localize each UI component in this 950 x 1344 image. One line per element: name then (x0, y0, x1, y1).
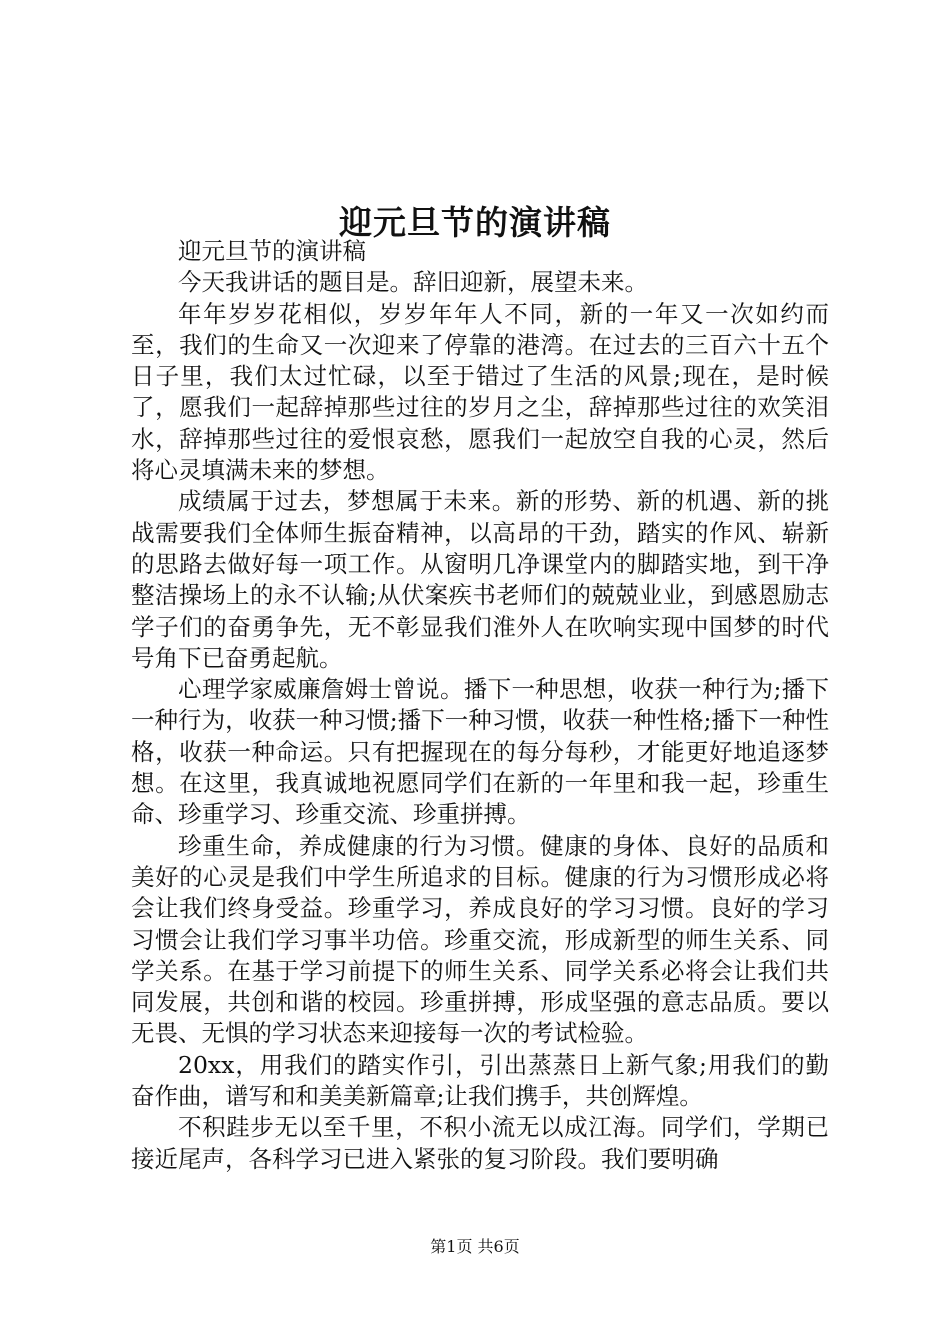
paragraph: 年年岁岁花相似，岁岁年年人不同，新的一年又一次如约而至，我们的生命又一次迎来了停靠的港湾。在过去的三百六十五个日子里，我们太过忙碌，以至于错过了生活的风景;现在，是时候了，愿我们一起辞掉那些过往的岁月之尘，辞掉那些过往的欢笑泪水，辞掉那些过往的爱恨哀愁，愿我们一起放空自我的心灵，然后将心灵填满未来的梦想。 (131, 299, 829, 485)
paragraph: 珍重生命，养成健康的行为习惯。健康的身体、良好的品质和美好的心灵是我们中学生所追求的目标。健康的行为习惯形成必将会让我们终身受益。珍重学习，养成良好的学习习惯。良好的学习习惯会让我们学习事半功倍。珍重交流，形成新型的师生关系、同学关系。在基于学习前提下的师生关系、同学关系必将会让我们共同发展，共创和谐的校园。珍重拼搏，形成坚强的意志品质。要以无畏、无惧的学习状态来迎接每一次的考试检验。 (131, 831, 829, 1048)
paragraph-subtitle: 迎元旦节的演讲稿 (178, 237, 366, 265)
paragraph: 成绩属于过去，梦想属于未来。新的形势、新的机遇、新的挑战需要我们全体师生振奋精神，以高昂的干劲，踏实的作风、崭新的思路去做好每一项工作。从窗明几净课堂内的脚踏实地，到干净整洁操场上的永不认输;从伏案疾书老师们的兢兢业业，到感恩励志学子们的奋勇争先，无不彰显我们淮外人在吹响实现中国梦的时代号角下已奋勇起航。 (131, 487, 829, 672)
paragraph: 20xx，用我们的踏实作引，引出蒸蒸日上新气象;用我们的勤奋作曲，谱写和和美美新篇章;让我们携手，共创辉煌。 (131, 1050, 829, 1111)
document-body (131, 236, 829, 1175)
page-number-footer: 第1页 共6页 (430, 1237, 520, 1256)
paragraph: 心理学家威廉詹姆士曾说。播下一种思想，收获一种行为;播下一种行为，收获一种习惯;播下一种习惯，收获一种性格;播下一种性格，收获一种命运。只有把握现在的每分每秒，才能更好地追逐梦想。在这里，我真诚地祝愿同学们在新的一年里和我一起，珍重生命、珍重学习、珍重交流、珍重拼搏。 (131, 675, 829, 829)
document-title: 迎元旦节的演讲稿 (339, 203, 611, 243)
paragraph-topic: 今天我讲话的题目是。辞旧迎新，展望未来。 (178, 268, 648, 297)
paragraph: 不积跬步无以至千里，不积小流无以成江海。同学们，学期已接近尾声，各科学习已进入紧张的复习阶段。我们要明确 (131, 1113, 829, 1173)
